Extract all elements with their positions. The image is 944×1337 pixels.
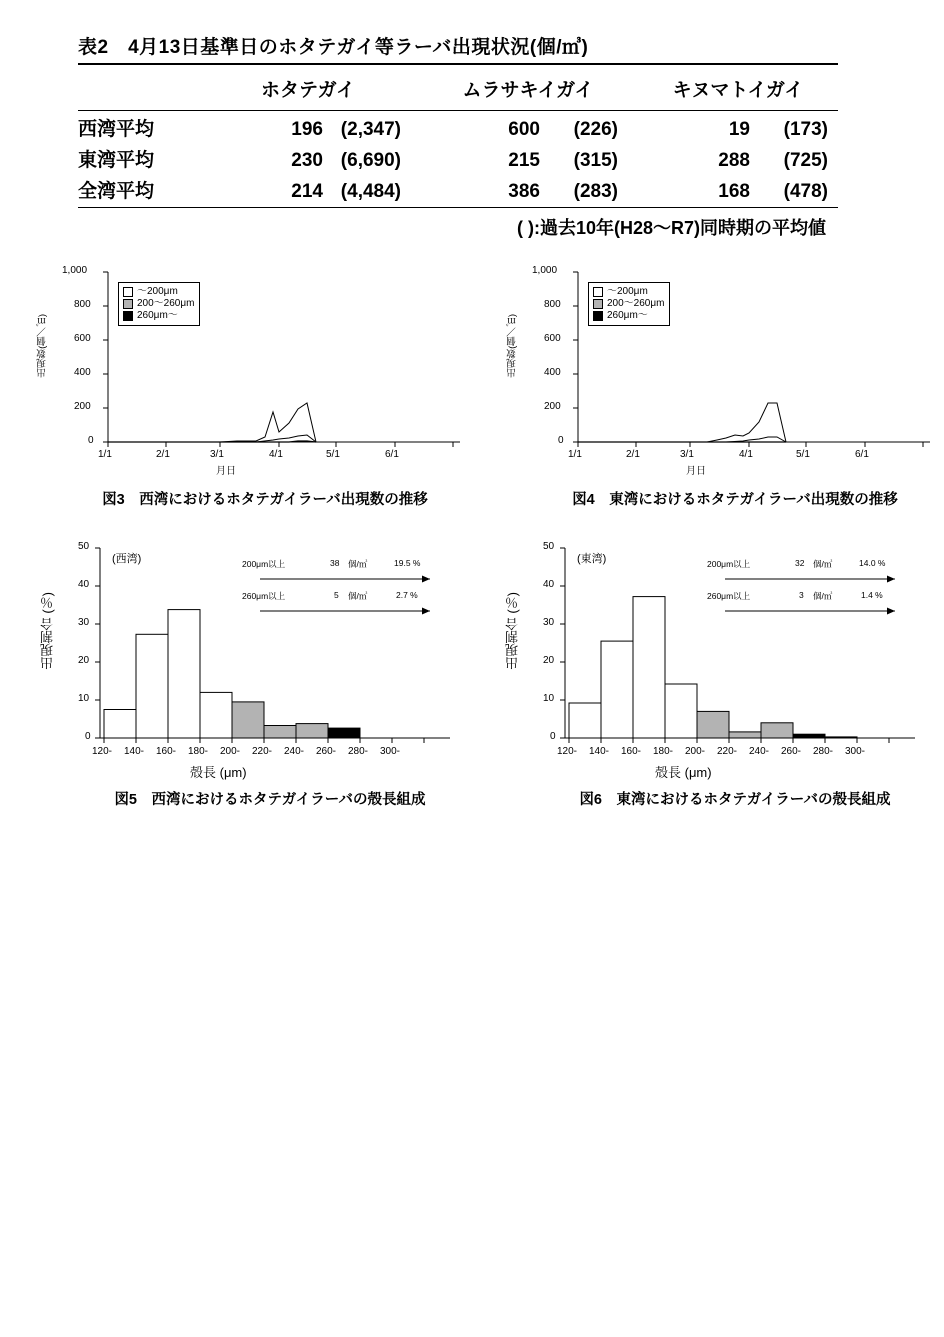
fig4-ytick-0: 0 — [558, 435, 564, 446]
figure-3 — [30, 262, 470, 509]
fig6-annot1-unit: 個/㎥ — [813, 559, 833, 569]
legend-item — [123, 310, 194, 322]
table-cell — [409, 119, 638, 141]
fig3-y-axis-title: 出現数(個／㎥) — [37, 314, 48, 378]
table-2-section — [78, 32, 838, 240]
fig5-ytick-20: 20 — [78, 655, 90, 666]
table-row — [78, 173, 838, 204]
fig4-xtick-6-1: 6/1 — [855, 449, 869, 460]
fig6-ytick-40: 40 — [543, 579, 555, 590]
row-header: 東湾平均 — [78, 150, 155, 171]
fig4-ytick-800: 800 — [544, 299, 561, 310]
fig3-ytick-0: 0 — [88, 435, 94, 446]
legend-label: 200〜260μm — [137, 298, 195, 309]
fig3-xtick-5-1: 5/1 — [326, 449, 340, 460]
table-cell — [192, 181, 409, 203]
legend-item — [123, 286, 194, 298]
fig6-caption: 図6 東湾におけるホタテガイラーバの殻長組成 — [579, 792, 891, 808]
fig6-xtick-180: 180- — [653, 746, 674, 757]
cell-paren: (226) — [573, 119, 618, 140]
fig4-ytick-1000: 1,000 — [532, 265, 558, 276]
fig6-xtick-200: 200- — [685, 746, 706, 757]
fig3-xtick-4-1: 4/1 — [269, 449, 283, 460]
fig4-y-axis-title: 出現数(個／㎥) — [507, 314, 518, 378]
fig6-xtick-280: 280- — [813, 746, 834, 757]
table-header-spacer — [78, 75, 198, 102]
fig5-caption: 図5 西湾におけるホタテガイラーバの殻長組成 — [114, 792, 426, 808]
cell-paren: (4,484) — [340, 181, 401, 202]
fig3-xtick-2-1: 2/1 — [156, 449, 170, 460]
legend-label: 200〜260μm — [607, 298, 665, 309]
fig6-annot1-value: 32 — [795, 558, 805, 568]
fig5-y-axis-title: 出現割合 (％) — [40, 592, 55, 670]
fig5-annot1-value: 38 — [330, 558, 340, 568]
fig5-annot2-label: 260μm以上 — [242, 591, 286, 601]
fig5-ytick-0: 0 — [85, 731, 91, 742]
table-title: 表2 4月13日基準日のホタテガイ等ラーバ出現状況(個/㎥) — [78, 32, 838, 65]
legend-item — [593, 310, 664, 322]
fig6-ytick-10: 10 — [543, 693, 555, 704]
cell-value: 196 — [291, 119, 323, 140]
fig5-xtick-160: 160- — [156, 746, 177, 757]
fig3-xtick-3-1: 3/1 — [210, 449, 224, 460]
fig6-panel-label: (東湾) — [577, 553, 607, 565]
cell-paren: (6,690) — [340, 150, 401, 171]
fig6-annot2-value: 3 — [799, 590, 804, 600]
fig5-xtick-120: 120- — [92, 746, 113, 757]
cell-value: 600 — [508, 119, 540, 140]
fig5-annot2-unit: 個/㎥ — [348, 591, 368, 601]
fig5-ytick-50: 50 — [78, 541, 90, 552]
row-header: 全湾平均 — [78, 181, 155, 202]
fig6-ytick-20: 20 — [543, 655, 555, 666]
legend-label: 260μm〜 — [607, 310, 648, 321]
fig4-xtick-3-1: 3/1 — [680, 449, 694, 460]
fig3-ytick-200: 200 — [74, 401, 91, 412]
table-cell — [409, 181, 638, 203]
fig3-x-axis-title: 月日 — [216, 466, 236, 477]
legend-swatch-gray-icon — [123, 299, 133, 309]
fig4-caption: 図4 東湾におけるホタテガイラーバ出現数の推移 — [572, 492, 898, 508]
fig5-annot2-percent: 2.7 % — [396, 590, 418, 600]
fig5-annot1-percent: 19.5 % — [394, 558, 421, 568]
fig6-xtick-240: 240- — [749, 746, 770, 757]
cell-value: 19 — [728, 119, 750, 140]
table-header-row — [78, 65, 838, 111]
fig3-ytick-400: 400 — [74, 367, 91, 378]
fig6-x-axis-title: 殻長 (μm) — [655, 765, 712, 780]
legend-swatch-black-icon — [593, 311, 603, 321]
fig3-ytick-800: 800 — [74, 299, 91, 310]
fig4-xtick-2-1: 2/1 — [626, 449, 640, 460]
fig6-ytick-30: 30 — [543, 617, 555, 628]
table-header-murasakiigai: ムラサキイガイ — [462, 80, 594, 101]
legend-swatch-gray-icon — [593, 299, 603, 309]
legend-swatch-white-icon — [123, 287, 133, 297]
table-cell — [192, 150, 409, 172]
legend-item — [593, 298, 664, 310]
table-cell — [638, 181, 838, 203]
fig5-ytick-10: 10 — [78, 693, 90, 704]
fig6-xtick-140: 140- — [589, 746, 610, 757]
fig5-xtick-240: 240- — [284, 746, 305, 757]
fig6-annot1-label: 200μm以上 — [707, 559, 751, 569]
cell-value: 288 — [718, 150, 750, 171]
fig3-xtick-1-1: 1/1 — [98, 449, 112, 460]
legend-swatch-black-icon — [123, 311, 133, 321]
fig5-xtick-200: 200- — [220, 746, 241, 757]
cell-paren: (173) — [783, 119, 828, 140]
fig5-xtick-260: 260- — [316, 746, 337, 757]
cell-value: 230 — [291, 150, 323, 171]
fig6-xtick-300: 300- — [845, 746, 866, 757]
fig6-xtick-260: 260- — [781, 746, 802, 757]
fig6-annot2-percent: 1.4 % — [861, 590, 883, 600]
figure-4 — [500, 262, 940, 509]
fig6-ytick-50: 50 — [543, 541, 555, 552]
fig6-annot2-unit: 個/㎥ — [813, 591, 833, 601]
table-header-hotategai: ホタテガイ — [260, 80, 356, 101]
fig6-plot — [495, 536, 944, 786]
cell-value: 215 — [508, 150, 540, 171]
figure-5 — [30, 536, 480, 809]
table-cell — [192, 119, 409, 141]
fig6-y-axis-title: 出現割合 (％) — [505, 592, 520, 670]
fig3-caption: 図3 西湾におけるホタテガイラーバ出現数の推移 — [102, 492, 428, 508]
fig4-ytick-600: 600 — [544, 333, 561, 344]
fig6-xtick-120: 120- — [557, 746, 578, 757]
fig3-xtick-6-1: 6/1 — [385, 449, 399, 460]
fig5-xtick-140: 140- — [124, 746, 145, 757]
fig6-annot2-label: 260μm以上 — [707, 591, 751, 601]
row-header: 西湾平均 — [78, 119, 155, 140]
cell-value: 214 — [291, 181, 323, 202]
legend-item — [123, 298, 194, 310]
fig5-plot — [30, 536, 480, 786]
fig4-xtick-1-1: 1/1 — [568, 449, 582, 460]
fig4-ytick-200: 200 — [544, 401, 561, 412]
cell-paren: (2,347) — [340, 119, 401, 140]
figure-6 — [495, 536, 944, 809]
table-row — [78, 142, 838, 173]
fig4-ytick-400: 400 — [544, 367, 561, 378]
table-cell — [638, 119, 838, 141]
fig4-x-axis-title: 月日 — [686, 466, 706, 477]
fig5-xtick-180: 180- — [188, 746, 209, 757]
legend-label: 260μm〜 — [137, 310, 178, 321]
fig6-annot1-percent: 14.0 % — [859, 558, 886, 568]
fig4-legend — [588, 282, 670, 326]
fig3-ytick-600: 600 — [74, 333, 91, 344]
fig3-plot — [30, 262, 470, 480]
fig6-xtick-160: 160- — [621, 746, 642, 757]
legend-label: 〜200μm — [137, 286, 178, 297]
cell-paren: (283) — [573, 181, 618, 202]
cell-value: 386 — [508, 181, 540, 202]
legend-item — [593, 286, 664, 298]
fig4-xtick-4-1: 4/1 — [739, 449, 753, 460]
fig6-ytick-0: 0 — [550, 731, 556, 742]
fig5-xtick-220: 220- — [252, 746, 273, 757]
fig5-ytick-40: 40 — [78, 579, 90, 590]
legend-swatch-white-icon — [593, 287, 603, 297]
fig4-svg — [500, 262, 940, 480]
fig5-xtick-280: 280- — [348, 746, 369, 757]
fig5-annot1-unit: 個/㎥ — [348, 559, 368, 569]
fig5-annot1-label: 200μm以上 — [242, 559, 286, 569]
fig3-svg — [30, 262, 470, 480]
legend-label: 〜200μm — [607, 286, 648, 297]
fig5-panel-label: (西湾) — [112, 553, 142, 565]
cell-paren: (478) — [783, 181, 828, 202]
fig3-legend — [118, 282, 200, 326]
table-row — [78, 111, 838, 142]
cell-paren: (725) — [783, 150, 828, 171]
table-cell — [409, 150, 638, 172]
fig6-xtick-220: 220- — [717, 746, 738, 757]
fig5-annot2-value: 5 — [334, 590, 339, 600]
fig4-plot — [500, 262, 940, 480]
cell-value: 168 — [718, 181, 750, 202]
cell-paren: (315) — [573, 150, 618, 171]
fig4-xtick-5-1: 5/1 — [796, 449, 810, 460]
fig5-xtick-300: 300- — [380, 746, 401, 757]
table-cell — [638, 150, 838, 172]
table-header-kinumatoigai: キヌマトイガイ — [672, 80, 804, 101]
fig5-x-axis-title: 殻長 (μm) — [190, 765, 247, 780]
table-note: ( ):過去10年(H28〜R7)同時期の平均値 — [516, 218, 826, 238]
fig5-ytick-30: 30 — [78, 617, 90, 628]
fig3-ytick-1000: 1,000 — [62, 265, 88, 276]
